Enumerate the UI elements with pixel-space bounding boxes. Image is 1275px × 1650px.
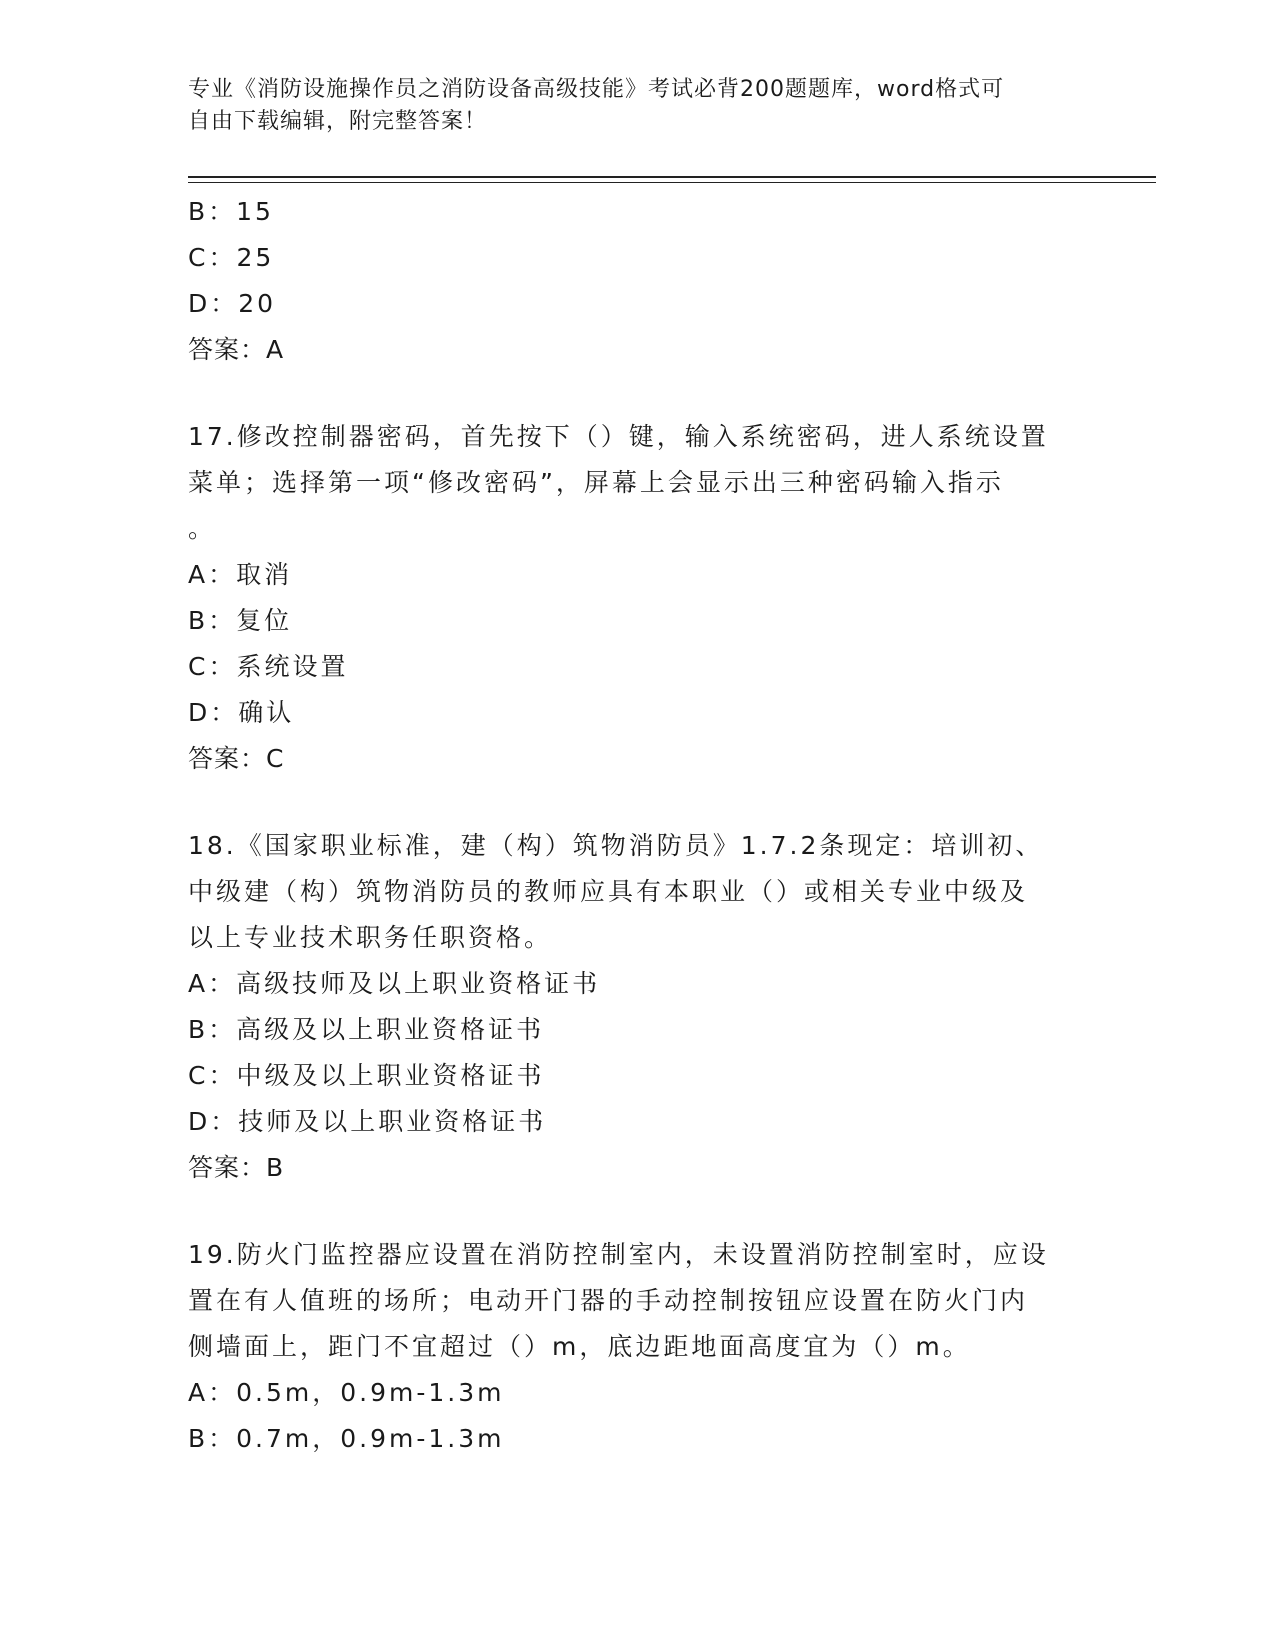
question-text: 菜单；选择第一项“修改密码”，屏幕上会显示出三种密码输入指示: [188, 468, 1004, 497]
answer: 答案：B: [188, 1153, 285, 1182]
option-c: C：中级及以上职业资格证书: [188, 1061, 545, 1090]
question-17: [188, 414, 1088, 782]
question-text: 18.《国家职业标准，建（构）筑物消防员》1.7.2条现定：培训初、: [188, 831, 1044, 860]
option-c: C：25: [188, 243, 275, 272]
document-header: [188, 74, 1068, 138]
option-d: D：确认: [188, 698, 295, 727]
option-a: A：取消: [188, 560, 293, 589]
question-text: 侧墙面上，距门不宜超过（）m，底边距地面高度宜为（）m。: [188, 1332, 971, 1361]
option-b: B：高级及以上职业资格证书: [188, 1015, 545, 1044]
option-c: C：系统设置: [188, 652, 349, 681]
option-d: D：技师及以上职业资格证书: [188, 1107, 547, 1136]
question-text: 中级建（构）筑物消防员的教师应具有本职业（）或相关专业中级及: [188, 877, 1029, 906]
answer: 答案：C: [188, 744, 285, 773]
option-a: A：高级技师及以上职业资格证书: [188, 969, 601, 998]
option-b: B：0.7m，0.9m-1.3m: [188, 1424, 505, 1453]
header-line-1: 专业《消防设施操作员之消防设备高级技能》考试必背200题题库，word格式可: [188, 77, 1005, 102]
question-text: 置在有人值班的场所；电动开门器的手动控制按钮应设置在防火门内: [188, 1286, 1029, 1315]
question-16-continued: [188, 189, 1088, 373]
header-divider-thin: [188, 182, 1156, 183]
option-b: B：15: [188, 197, 274, 226]
question-text: 19.防火门监控器应设置在消防控制室内，未设置消防控制室时，应设: [188, 1240, 1049, 1269]
header-divider: [188, 176, 1156, 178]
question-text: 17.修改控制器密码，首先按下（）键，输入系统密码，进人系统设置: [188, 422, 1049, 451]
question-18: [188, 823, 1088, 1191]
header-line-2: 自由下载编辑，附完整答案！: [188, 109, 488, 134]
question-19: [188, 1232, 1088, 1462]
question-list: [188, 189, 1088, 1462]
question-text: 以上专业技术职务任职资格。: [188, 923, 553, 952]
question-text: 。: [188, 514, 217, 543]
option-b: B：复位: [188, 606, 293, 635]
option-d: D：20: [188, 289, 277, 318]
answer: 答案：A: [188, 335, 285, 364]
option-a: A：0.5m，0.9m-1.3m: [188, 1378, 505, 1407]
